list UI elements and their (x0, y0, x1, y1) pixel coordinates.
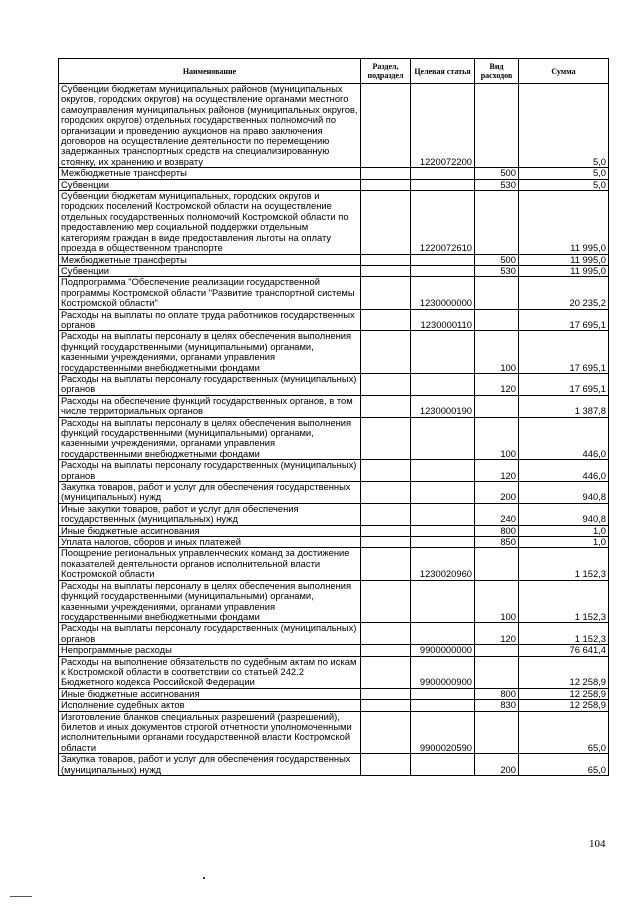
cell-target: 1220072610 (411, 191, 475, 254)
cell-section (361, 482, 411, 504)
cell-name: Иные закупки товаров, работ и услуг для обеспечения государственных (муниципальных) нужд (59, 503, 361, 525)
cell-sum: 11 995,0 (519, 191, 609, 254)
cell-sum: 5,0 (519, 84, 609, 168)
cell-expense: 500 (475, 168, 519, 179)
cell-target (411, 482, 475, 504)
cell-target: 1230000110 (411, 309, 475, 331)
cell-expense: 500 (475, 254, 519, 265)
cell-section (361, 645, 411, 656)
table-row (59, 754, 609, 776)
cell-section (361, 309, 411, 331)
cell-target (411, 179, 475, 190)
table-row (59, 373, 609, 395)
cell-name: Межбюджетные трансферты (59, 254, 361, 265)
cell-name: Расходы на выполнение обязательств по судебным актам по искам к Костромской области в соответствии со статьей 242.2 Бюджетного кодекса Российской Федерации (59, 656, 361, 688)
cell-section (361, 656, 411, 688)
cell-sum: 446,0 (519, 417, 609, 460)
table-header-row (59, 59, 609, 84)
cell-name: Субвенции бюджетам муниципальных, городских округов и городских поселений Костромской области на осуществление отдельных государственных полномочий Костромской области по предоставлению мер социальной поддержки отдельным категориям граждан в виде предоставления льготы на оплату проезда в общественном транспорте (59, 191, 361, 254)
page-number: 104 (589, 838, 606, 850)
cell-target (411, 168, 475, 179)
cell-name: Непрограммные расходы (59, 645, 361, 656)
cell-section (361, 580, 411, 623)
header-sum: Сумма (519, 59, 609, 84)
cell-sum: 940,8 (519, 503, 609, 525)
cell-expense (475, 277, 519, 309)
cell-section (361, 754, 411, 776)
cell-section (361, 191, 411, 254)
cell-sum: 11 995,0 (519, 254, 609, 265)
cell-name: Поощрение региональных управленческих команд за достижение показателей деятельности органов исполнительной власти Костромской области (59, 548, 361, 580)
cell-expense: 200 (475, 754, 519, 776)
table-row (59, 417, 609, 460)
cell-section (361, 700, 411, 711)
table-row (59, 503, 609, 525)
cell-section (361, 503, 411, 525)
cell-sum: 12 258,9 (519, 656, 609, 688)
cell-expense: 800 (475, 525, 519, 536)
cell-name: Расходы на обеспечение функций государственных органов, в том числе территориальных органов (59, 395, 361, 417)
cell-target (411, 265, 475, 276)
cell-sum: 5,0 (519, 179, 609, 190)
table-row (59, 700, 609, 711)
table-row (59, 645, 609, 656)
table-row (59, 688, 609, 699)
cell-sum: 1 387,8 (519, 395, 609, 417)
table-row (59, 548, 609, 580)
cell-name: Иные бюджетные ассигнования (59, 525, 361, 536)
table-row (59, 460, 609, 482)
cell-name: Расходы на выплаты персоналу в целях обеспечения выполнения функций государственными (муниципальными) органами, казенными учреждениями, органами управления государственными внебюджетными фондами (59, 580, 361, 623)
cell-expense (475, 395, 519, 417)
cell-expense: 830 (475, 700, 519, 711)
cell-expense: 200 (475, 482, 519, 504)
table-row (59, 277, 609, 309)
cell-target (411, 417, 475, 460)
cell-section (361, 168, 411, 179)
cell-section (361, 254, 411, 265)
cell-name: Расходы на выплаты по оплате труда работников государственных органов (59, 309, 361, 331)
cell-expense (475, 656, 519, 688)
cell-section (361, 331, 411, 374)
cell-expense (475, 309, 519, 331)
cell-sum: 17 695,1 (519, 373, 609, 395)
cell-name: Субвенции бюджетам муниципальных районов (муниципальных округов, городских округов) на осуществление органами местного самоуправления муниципальных районов (муниципальных округов, городских округов) отдельных государственных полномочий по организации и проведению аукционов на право заключения договоров на осуществление деятельности по перемещению задержанных транспортных средств на специализированную стоянку, их хранению и возврату (59, 84, 361, 168)
cell-target (411, 525, 475, 536)
header-expense: Вид расходов (475, 59, 519, 84)
cell-section (361, 277, 411, 309)
budget-table (58, 58, 609, 776)
cell-name: Уплата налогов, сборов и иных платежей (59, 537, 361, 548)
cell-name: Исполнение судебных актов (59, 700, 361, 711)
cell-expense: 120 (475, 460, 519, 482)
cell-expense: 100 (475, 331, 519, 374)
cell-section (361, 525, 411, 536)
cell-expense: 530 (475, 265, 519, 276)
cell-section (361, 84, 411, 168)
scan-artifact-dash (10, 896, 32, 897)
cell-name: Расходы на выплаты персоналу государственных (муниципальных) органов (59, 373, 361, 395)
cell-section (361, 265, 411, 276)
cell-target (411, 460, 475, 482)
cell-target (411, 503, 475, 525)
cell-name: Закупка товаров, работ и услуг для обеспечения государственных (муниципальных) нужд (59, 754, 361, 776)
cell-expense: 240 (475, 503, 519, 525)
cell-expense: 850 (475, 537, 519, 548)
cell-section (361, 548, 411, 580)
cell-target: 9900020590 (411, 711, 475, 754)
table-body (59, 84, 609, 776)
cell-target (411, 623, 475, 645)
scan-artifact-dot (203, 877, 205, 879)
cell-sum: 1 152,3 (519, 548, 609, 580)
cell-name: Расходы на выплаты персоналу государственных (муниципальных) органов (59, 460, 361, 482)
table-row (59, 525, 609, 536)
cell-target (411, 373, 475, 395)
cell-section (361, 373, 411, 395)
cell-section (361, 711, 411, 754)
cell-sum: 11 995,0 (519, 265, 609, 276)
table-row (59, 265, 609, 276)
cell-sum: 1,0 (519, 537, 609, 548)
cell-section (361, 395, 411, 417)
cell-expense: 100 (475, 417, 519, 460)
cell-sum: 5,0 (519, 168, 609, 179)
cell-sum: 65,0 (519, 711, 609, 754)
table-row (59, 580, 609, 623)
table-row (59, 395, 609, 417)
cell-expense (475, 84, 519, 168)
cell-expense (475, 711, 519, 754)
cell-expense: 800 (475, 688, 519, 699)
cell-expense: 120 (475, 623, 519, 645)
table-row (59, 537, 609, 548)
cell-expense: 120 (475, 373, 519, 395)
table-row (59, 191, 609, 254)
cell-sum: 12 258,9 (519, 688, 609, 699)
table-row (59, 482, 609, 504)
cell-name: Расходы на выплаты персоналу в целях обеспечения выполнения функций государственными (муниципальными) органами, казенными учреждениями, органами управления государственными внебюджетными фондами (59, 331, 361, 374)
cell-sum: 1 152,3 (519, 580, 609, 623)
cell-name: Подпрограмма "Обеспечение реализации государственной программы Костромской области "Развитие транспортной системы Костромской области" (59, 277, 361, 309)
cell-section (361, 417, 411, 460)
cell-sum: 12 258,9 (519, 700, 609, 711)
cell-target (411, 537, 475, 548)
cell-expense: 100 (475, 580, 519, 623)
cell-name: Закупка товаров, работ и услуг для обеспечения государственных (муниципальных) нужд (59, 482, 361, 504)
table-row (59, 309, 609, 331)
cell-target (411, 331, 475, 374)
cell-target: 1220072200 (411, 84, 475, 168)
cell-expense (475, 548, 519, 580)
header-target: Целевая статья (411, 59, 475, 84)
cell-sum: 20 235,2 (519, 277, 609, 309)
cell-target: 9900000000 (411, 645, 475, 656)
cell-target: 9900000900 (411, 656, 475, 688)
cell-name: Субвенции (59, 179, 361, 190)
document-sheet (58, 58, 608, 776)
table-row (59, 331, 609, 374)
cell-sum: 76 641,4 (519, 645, 609, 656)
cell-name: Изготовление бланков специальных разрешений (разрешений), билетов и иных документов строгой отчетности уполномоченными исполнительными органами государственной власти Костромской области (59, 711, 361, 754)
header-name: Наименование (59, 59, 361, 84)
cell-target: 1230000000 (411, 277, 475, 309)
cell-expense: 530 (475, 179, 519, 190)
cell-target (411, 700, 475, 711)
cell-section (361, 179, 411, 190)
cell-name: Иные бюджетные ассигнования (59, 688, 361, 699)
cell-expense (475, 645, 519, 656)
cell-target (411, 254, 475, 265)
cell-target (411, 580, 475, 623)
table-row (59, 656, 609, 688)
cell-section (361, 537, 411, 548)
cell-sum: 65,0 (519, 754, 609, 776)
table-row (59, 84, 609, 168)
cell-expense (475, 191, 519, 254)
cell-section (361, 688, 411, 699)
cell-section (361, 460, 411, 482)
cell-section (361, 623, 411, 645)
cell-sum: 1 152,3 (519, 623, 609, 645)
cell-target: 1230020960 (411, 548, 475, 580)
cell-name: Расходы на выплаты персоналу в целях обеспечения выполнения функций государственными (муниципальными) органами, казенными учреждениями, органами управления государственными внебюджетными фондами (59, 417, 361, 460)
cell-sum: 446,0 (519, 460, 609, 482)
cell-name: Межбюджетные трансферты (59, 168, 361, 179)
table-row (59, 623, 609, 645)
cell-sum: 17 695,1 (519, 331, 609, 374)
cell-target (411, 754, 475, 776)
cell-sum: 1,0 (519, 525, 609, 536)
table-row (59, 711, 609, 754)
cell-sum: 940,8 (519, 482, 609, 504)
cell-target: 1230000190 (411, 395, 475, 417)
cell-name: Субвенции (59, 265, 361, 276)
cell-sum: 17 695,1 (519, 309, 609, 331)
table-row (59, 179, 609, 190)
header-section: Раздел, подраздел (361, 59, 411, 84)
table-row (59, 254, 609, 265)
cell-name: Расходы на выплаты персоналу государственных (муниципальных) органов (59, 623, 361, 645)
table-row (59, 168, 609, 179)
cell-target (411, 688, 475, 699)
